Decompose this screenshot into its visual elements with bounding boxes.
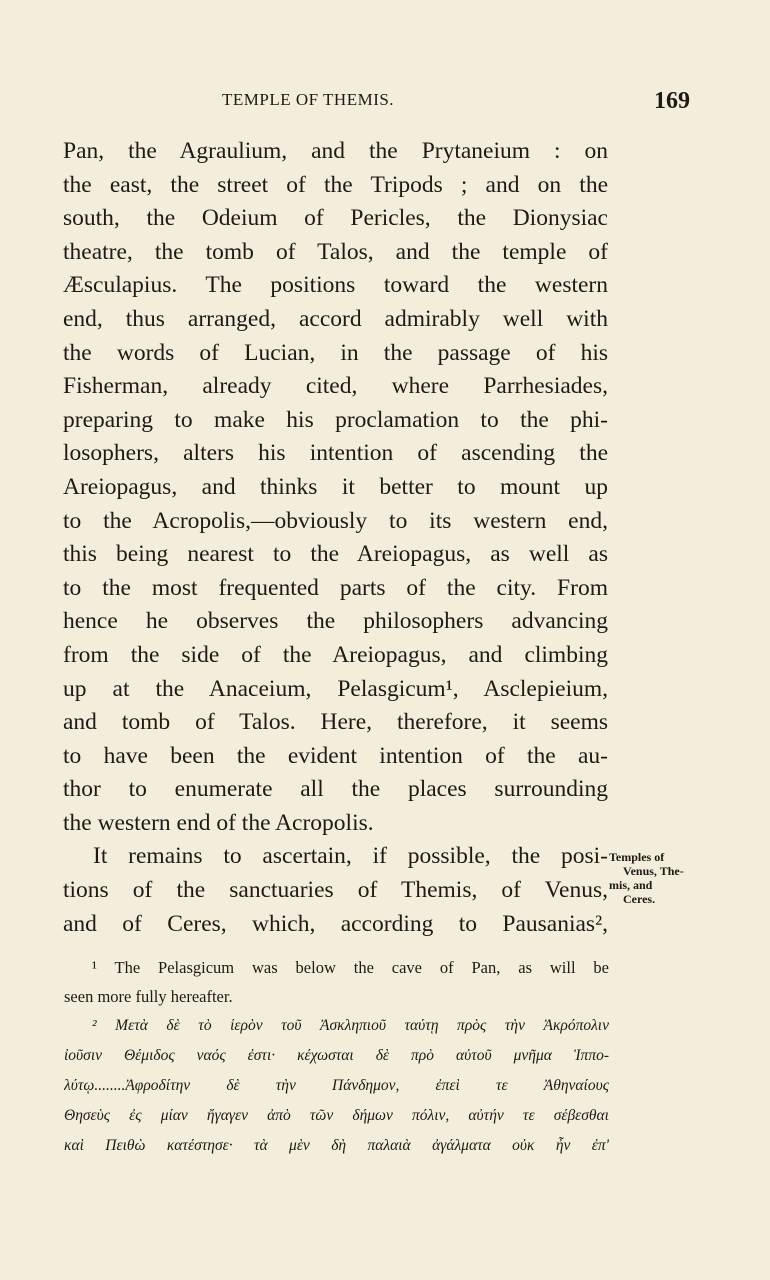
footnote-line: λύτῳ........Ἀφροδίτην δὲ τὴν Πάνδημον, ἐπεὶ τε Ἀθηναίους bbox=[64, 1077, 609, 1094]
text-line: Areiopagus, and thinks it better to mount up bbox=[63, 473, 608, 500]
text-line: from the side of the Areiopagus, and climbing bbox=[63, 641, 608, 668]
footnote-line: seen more fully hereafter. bbox=[64, 987, 233, 1006]
text-line: the east, the street of the Tripods ; and on the bbox=[63, 171, 608, 198]
text-line: the words of Lucian, in the passage of his bbox=[63, 339, 608, 366]
text-line: hence he observes the philosophers advancing bbox=[63, 608, 608, 635]
text-line: and of Ceres, which, according to Pausanias², bbox=[63, 910, 608, 937]
text-line: up at the Anaceium, Pelasgicum¹, Asclepieium, bbox=[63, 675, 608, 702]
page-number: 169 bbox=[654, 88, 690, 114]
footnote-line: ² Μετὰ δὲ τὸ ἱερὸν τοῦ Ἀσκληπιοῦ ταύτῃ πρὸς τὴν Ἀκρόπολιν bbox=[92, 1017, 609, 1034]
running-header bbox=[0, 90, 770, 114]
marginal-note bbox=[609, 850, 699, 906]
footnotes bbox=[64, 953, 609, 1161]
text-line: to the most frequented parts of the city. From bbox=[63, 574, 608, 601]
text-line: Fisherman, already cited, where Parrhesiades, bbox=[63, 373, 608, 400]
text-line: south, the Odeium of Pericles, the Dionysiac bbox=[63, 205, 608, 232]
text-line: to the Acropolis,—obviously to its western end, bbox=[63, 507, 608, 534]
text-line: tions of the sanctuaries of Themis, of Venus, bbox=[63, 877, 608, 904]
text-line: thor to enumerate all the places surrounding bbox=[63, 776, 608, 803]
footnote-line: ¹ The Pelasgicum was below the cave of Pan, as will be bbox=[92, 958, 609, 977]
text-line: It remains to ascertain, if possible, the posi- bbox=[93, 843, 608, 870]
footnote-line: καὶ Πειθὼ κατέστησε· τὰ μὲν δὴ παλαιὰ ἀγάλματα οὐκ ἦν ἐπ' bbox=[64, 1137, 609, 1154]
text-line: the western end of the Acropolis. bbox=[63, 809, 374, 836]
text-line: Pan, the Agraulium, and the Prytaneium : on bbox=[63, 138, 608, 164]
text-line: and tomb of Talos. Here, therefore, it seems bbox=[63, 709, 608, 736]
marginal-note-line: Ceres. bbox=[623, 892, 656, 906]
footnote-line: ἰοῦσιν Θέμιδος ναός ἐστι· κέχωσται δὲ πρὸ αὐτοῦ μνῆμα Ἱππο- bbox=[64, 1047, 609, 1064]
marginal-note-line: Temples of bbox=[609, 850, 665, 864]
text-line: preparing to make his proclamation to the phi- bbox=[63, 406, 608, 433]
text-line: theatre, the tomb of Talos, and the temple of bbox=[63, 238, 608, 265]
text-line: to have been the evident intention of the au- bbox=[63, 742, 608, 769]
text-line: this being nearest to the Areiopagus, as well as bbox=[63, 541, 608, 568]
running-title: TEMPLE OF THEMIS. bbox=[222, 90, 395, 109]
text-line: Æsculapius. The positions toward the western bbox=[63, 272, 608, 299]
text-line: losophers, alters his intention of ascending the bbox=[63, 440, 608, 467]
marginal-note-line: mis, and bbox=[609, 878, 653, 892]
marginal-note-line: Venus, The- bbox=[623, 864, 684, 878]
text-line: end, thus arranged, accord admirably well with bbox=[63, 305, 608, 332]
body-text bbox=[63, 135, 608, 941]
footnote-line: Θησεὺς ἐς μίαν ἤγαγεν ἀπὸ τῶν δήμων πόλιν, αὐτήν τε σέβεσθαι bbox=[64, 1107, 609, 1124]
